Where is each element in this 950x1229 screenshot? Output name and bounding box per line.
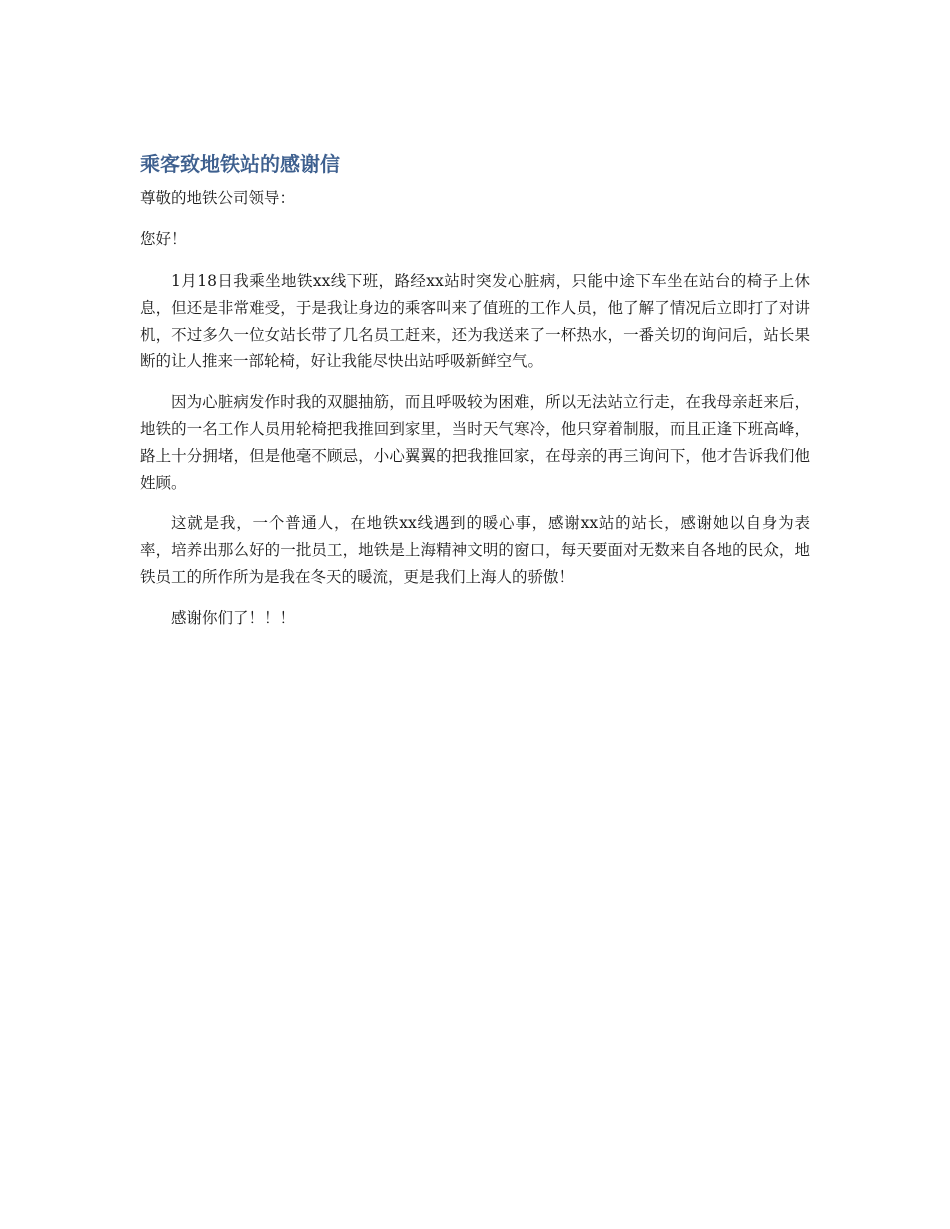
letter-paragraph-2: 因为心脏病发作时我的双腿抽筋，而且呼吸较为困难，所以无法站立行走，在我母亲赶来后，地铁的一名工作人员用轮椅把我推回到家里，当时天气寒冷，他只穿着制服，而且正逢下班高峰，路上十分拥堵，但是他毫不顾忌，小心翼翼的把我推回家，在母亲的再三询问下，他才告诉我们他姓顾。 — [140, 393, 810, 492]
letter-paragraph-3: 这就是我，一个普通人，在地铁xx线遇到的暖心事，感谢xx站的站长，感谢她以自身为表率，培养出那么好的一批员工，地铁是上海精神文明的窗口，每天要面对无数来自各地的民众，地铁员工的所作所为是我在冬天的暖流，更是我们上海人的骄傲！ — [140, 514, 810, 586]
letter-greeting: 您好！ — [140, 230, 187, 248]
letter-closing: 感谢你们了！！！ — [171, 608, 296, 627]
letter-title: 乘客致地铁站的感谢信 — [140, 152, 340, 176]
letter-page — [140, 148, 810, 631]
letter-paragraph-1: 1月18日我乘坐地铁xx线下班，路经xx站时突发心脏病，只能中途下车坐在站台的椅子上休息，但还是非常难受，于是我让身边的乘客叫来了值班的工作人员，他了解了情况后立即打了对讲机，不过多久一位女站长带了几名员工赶来，还为我送来了一杯热水，一番关切的询问后，站长果断的让人推来一部轮椅，好让我能尽快出站呼吸新鲜空气。 — [140, 272, 810, 371]
letter-salutation: 尊敬的地铁公司领导： — [140, 189, 296, 207]
